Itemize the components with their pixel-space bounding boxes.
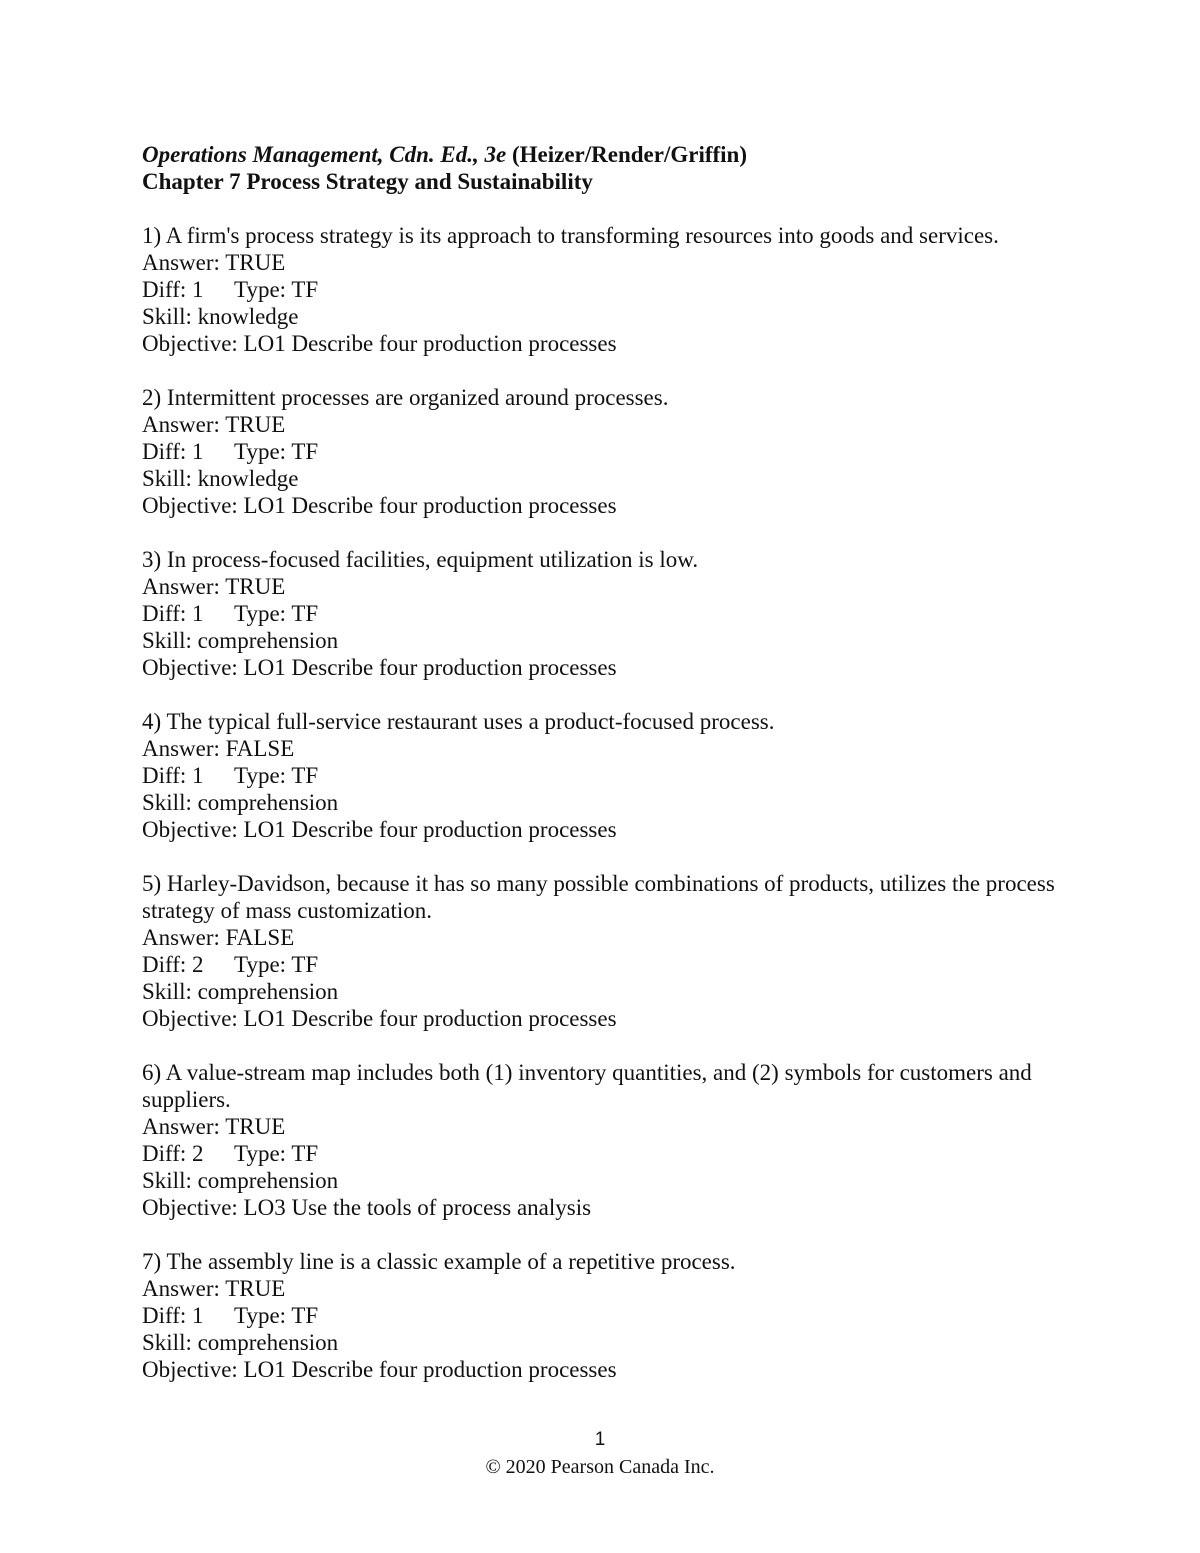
question-difficulty: Diff: 1 bbox=[142, 277, 204, 302]
question-objective: Objective: LO1 Describe four production processes bbox=[142, 331, 617, 356]
question-type: Type: TF bbox=[234, 439, 319, 464]
question-diff-type bbox=[142, 276, 1072, 303]
page-content bbox=[142, 141, 1072, 1383]
question-skill: Skill: comprehension bbox=[142, 790, 339, 815]
question-7 bbox=[142, 1248, 1072, 1383]
page-number: 1 bbox=[594, 1429, 606, 1450]
question-difficulty: Diff: 1 bbox=[142, 1303, 204, 1328]
question-1 bbox=[142, 222, 1072, 357]
question-diff-type bbox=[142, 951, 1072, 978]
question-type: Type: TF bbox=[234, 1141, 319, 1166]
question-diff-type bbox=[142, 1302, 1072, 1329]
question-diff-type bbox=[142, 438, 1072, 465]
question-diff-type bbox=[142, 762, 1072, 789]
question-2 bbox=[142, 384, 1072, 519]
question-answer: Answer: TRUE bbox=[142, 412, 286, 437]
question-answer: Answer: FALSE bbox=[142, 736, 295, 761]
question-text: 2) Intermittent processes are organized around processes. bbox=[142, 385, 669, 410]
question-difficulty: Diff: 2 bbox=[142, 1141, 204, 1166]
question-objective: Objective: LO1 Describe four production processes bbox=[142, 817, 617, 842]
question-objective: Objective: LO1 Describe four production processes bbox=[142, 1006, 617, 1031]
question-text: 7) The assembly line is a classic example of a repetitive process. bbox=[142, 1249, 736, 1274]
question-diff-type bbox=[142, 600, 1072, 627]
question-objective: Objective: LO1 Describe four production processes bbox=[142, 493, 617, 518]
question-6 bbox=[142, 1059, 1072, 1221]
question-type: Type: TF bbox=[234, 601, 319, 626]
question-type: Type: TF bbox=[234, 1303, 319, 1328]
question-text: 5) Harley-Davidson, because it has so many possible combinations of products, utilizes the process strategy of mass customization. bbox=[142, 871, 1055, 923]
question-type: Type: TF bbox=[234, 277, 319, 302]
question-difficulty: Diff: 1 bbox=[142, 601, 204, 626]
question-objective: Objective: LO1 Describe four production processes bbox=[142, 655, 617, 680]
question-5 bbox=[142, 870, 1072, 1032]
question-objective: Objective: LO3 Use the tools of process analysis bbox=[142, 1195, 592, 1220]
question-skill: Skill: comprehension bbox=[142, 1330, 339, 1355]
question-difficulty: Diff: 2 bbox=[142, 952, 204, 977]
question-skill: Skill: comprehension bbox=[142, 1168, 339, 1193]
question-answer: Answer: TRUE bbox=[142, 574, 286, 599]
question-skill: Skill: comprehension bbox=[142, 628, 339, 653]
question-answer: Answer: TRUE bbox=[142, 1276, 286, 1301]
question-text: 4) The typical full-service restaurant uses a product-focused process. bbox=[142, 709, 775, 734]
book-authors: (Heizer/Render/Griffin) bbox=[506, 142, 747, 167]
chapter-title: Chapter 7 Process Strategy and Sustainability bbox=[142, 169, 593, 194]
book-title: Operations Management, Cdn. Ed., 3e bbox=[142, 142, 507, 167]
question-skill: Skill: knowledge bbox=[142, 466, 299, 491]
question-text: 3) In process-focused facilities, equipment utilization is low. bbox=[142, 547, 699, 572]
question-objective: Objective: LO1 Describe four production processes bbox=[142, 1357, 617, 1382]
question-skill: Skill: knowledge bbox=[142, 304, 299, 329]
question-type: Type: TF bbox=[234, 763, 319, 788]
question-skill: Skill: comprehension bbox=[142, 979, 339, 1004]
question-text: 1) A firm's process strategy is its approach to transforming resources into goods and services. bbox=[142, 223, 999, 248]
copyright-notice: © 2020 Pearson Canada Inc. bbox=[485, 1456, 715, 1478]
book-header bbox=[142, 141, 1072, 168]
question-type: Type: TF bbox=[234, 952, 319, 977]
question-text: 6) A value-stream map includes both (1) inventory quantities, and (2) symbols for customers and suppliers. bbox=[142, 1060, 1032, 1112]
question-answer: Answer: FALSE bbox=[142, 925, 295, 950]
question-4 bbox=[142, 708, 1072, 843]
question-difficulty: Diff: 1 bbox=[142, 763, 204, 788]
question-answer: Answer: TRUE bbox=[142, 250, 286, 275]
question-answer: Answer: TRUE bbox=[142, 1114, 286, 1139]
question-diff-type bbox=[142, 1140, 1072, 1167]
question-3 bbox=[142, 546, 1072, 681]
question-difficulty: Diff: 1 bbox=[142, 439, 204, 464]
